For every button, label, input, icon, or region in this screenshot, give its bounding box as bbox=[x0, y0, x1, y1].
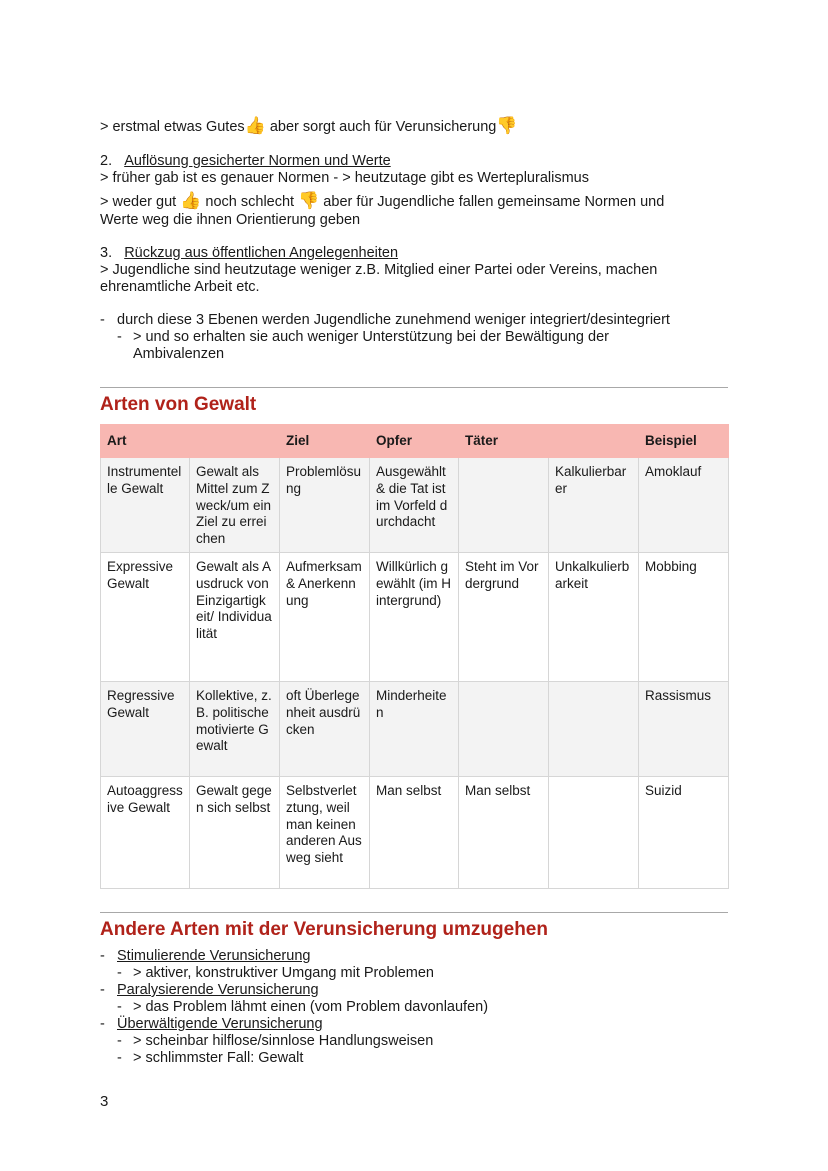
thumbs-down-icon: 👎 bbox=[496, 116, 518, 135]
table-cell: Ausgewählt & die Tat ist im Vorfeld durchdacht bbox=[370, 458, 459, 553]
point-2-title: Auflösung gesicherter Normen und Werte bbox=[124, 153, 391, 169]
dash-bullet: - bbox=[117, 1033, 122, 1049]
section-title-gewalt: Arten von Gewalt bbox=[100, 394, 257, 415]
page-number: 3 bbox=[100, 1093, 109, 1110]
dash-bullet: - bbox=[117, 965, 122, 981]
dash-bullet: - bbox=[100, 312, 105, 328]
table-cell: Willkürlich gewählt (im Hintergrund) bbox=[370, 553, 459, 682]
point-3-title: Rückzug aus öffentlichen Angelegenheiten bbox=[124, 245, 399, 261]
table-cell: Rassismus bbox=[639, 682, 729, 777]
dash-bullet: - bbox=[100, 982, 105, 998]
summary-bullet: durch diese 3 Ebenen werden Jugendliche zunehmend weniger integriert/desintegriert bbox=[117, 312, 670, 328]
table-row bbox=[101, 553, 729, 682]
dash-bullet: - bbox=[100, 1016, 105, 1032]
table-cell: Gewalt gegen sich selbst bbox=[190, 777, 280, 889]
list-item-sub: > aktiver, konstruktiver Umgang mit Problemen bbox=[133, 965, 434, 981]
table-cell: Kalkulierbarer bbox=[549, 458, 639, 553]
table-header-cell: Art bbox=[101, 425, 190, 458]
table-cell bbox=[459, 682, 549, 777]
list-item-label: Stimulierende Verunsicherung bbox=[117, 948, 311, 964]
point-2-text-c: aber für Jugendliche fallen gemeinsame Normen und bbox=[319, 194, 665, 210]
dash-bullet: - bbox=[117, 329, 122, 345]
point-3-line-1: > Jugendliche sind heutzutage weniger z.B. Mitglied einer Partei oder Vereins, machen bbox=[100, 262, 658, 278]
table-cell: Minderheiten bbox=[370, 682, 459, 777]
table-cell: Autoaggressive Gewalt bbox=[101, 777, 190, 889]
table-cell: Man selbst bbox=[370, 777, 459, 889]
violence-types-table bbox=[100, 424, 729, 889]
summary-sub-line-1: > und so erhalten sie auch weniger Unterstützung bei der Bewältigung der bbox=[133, 329, 609, 345]
table-header-row bbox=[101, 425, 729, 458]
section-title-verunsicherung: Andere Arten mit der Verunsicherung umzugehen bbox=[100, 919, 548, 940]
list-item-sub: > scheinbar hilflose/sinnlose Handlungsweisen bbox=[133, 1033, 434, 1049]
table-cell bbox=[459, 458, 549, 553]
table-cell: Selbstverletztung, weil man keinen anderen Ausweg sieht bbox=[280, 777, 370, 889]
table-header-cell: Ziel bbox=[280, 425, 370, 458]
table-cell bbox=[549, 682, 639, 777]
table-cell: Mobbing bbox=[639, 553, 729, 682]
table-header-cell: Beispiel bbox=[639, 425, 729, 458]
table-row bbox=[101, 458, 729, 553]
dash-bullet: - bbox=[117, 999, 122, 1015]
point-2-line-2 bbox=[100, 192, 664, 211]
point-2-line-3: Werte weg die ihnen Orientierung geben bbox=[100, 212, 361, 228]
thumbs-up-icon: 👍 bbox=[244, 116, 266, 135]
table-cell: Unkalkulierbarkeit bbox=[549, 553, 639, 682]
table-row bbox=[101, 777, 729, 889]
table-header-cell: Opfer bbox=[370, 425, 459, 458]
table-cell: Steht im Vordergrund bbox=[459, 553, 549, 682]
divider bbox=[100, 912, 728, 913]
table-cell: Gewalt als Mittel zum Zweck/um ein Ziel zu erreichen bbox=[190, 458, 280, 553]
table-cell: Aufmerksam & Anerkennung bbox=[280, 553, 370, 682]
point-3-line-2: ehrenamtliche Arbeit etc. bbox=[100, 279, 260, 295]
table-header-cell bbox=[549, 425, 639, 458]
table-row bbox=[101, 682, 729, 777]
table-cell: Instrumentelle Gewalt bbox=[101, 458, 190, 553]
table-cell: Gewalt als Ausdruck von Einzigartigkeit/ Individualität bbox=[190, 553, 280, 682]
point-3-number: 3. bbox=[100, 245, 113, 261]
point-2-text-b: noch schlecht bbox=[201, 194, 299, 210]
table-cell bbox=[549, 777, 639, 889]
intro-text-a: > erstmal etwas Gutes bbox=[100, 119, 245, 135]
table-cell: oft Überlegenheit ausdrücken bbox=[280, 682, 370, 777]
list-item-label: Überwältigende Verunsicherung bbox=[117, 1016, 323, 1032]
summary-sub-line-2: Ambivalenzen bbox=[133, 346, 225, 362]
point-2-text-a: > weder gut bbox=[100, 194, 181, 210]
thumbs-down-icon: 👎 bbox=[298, 191, 320, 210]
table-cell: Suizid bbox=[639, 777, 729, 889]
list-item-sub: > das Problem lähmt einen (vom Problem davonlaufen) bbox=[133, 999, 489, 1015]
intro-line bbox=[100, 117, 518, 136]
dash-bullet: - bbox=[100, 948, 105, 964]
table-cell: Expressive Gewalt bbox=[101, 553, 190, 682]
point-3-heading bbox=[100, 245, 398, 262]
table-cell: Problemlösung bbox=[280, 458, 370, 553]
table-header-cell bbox=[190, 425, 280, 458]
thumbs-up-icon: 👍 bbox=[180, 191, 202, 210]
table-cell: Regressive Gewalt bbox=[101, 682, 190, 777]
dash-bullet: - bbox=[117, 1050, 122, 1066]
point-2-heading bbox=[100, 153, 391, 170]
list-item-sub: > schlimmster Fall: Gewalt bbox=[133, 1050, 304, 1066]
table-cell: Man selbst bbox=[459, 777, 549, 889]
list-item-label: Paralysierende Verunsicherung bbox=[117, 982, 319, 998]
point-2-number: 2. bbox=[100, 153, 113, 169]
table-cell: Amoklauf bbox=[639, 458, 729, 553]
table-cell: Kollektive, z.B. politische motivierte Gewalt bbox=[190, 682, 280, 777]
table-header-cell: Täter bbox=[459, 425, 549, 458]
intro-text-b: aber sorgt auch für Verunsicherung bbox=[265, 119, 497, 135]
divider bbox=[100, 387, 728, 388]
point-2-line-1: > früher gab ist es genauer Normen - > heutzutage gibt es Wertepluralismus bbox=[100, 170, 589, 186]
